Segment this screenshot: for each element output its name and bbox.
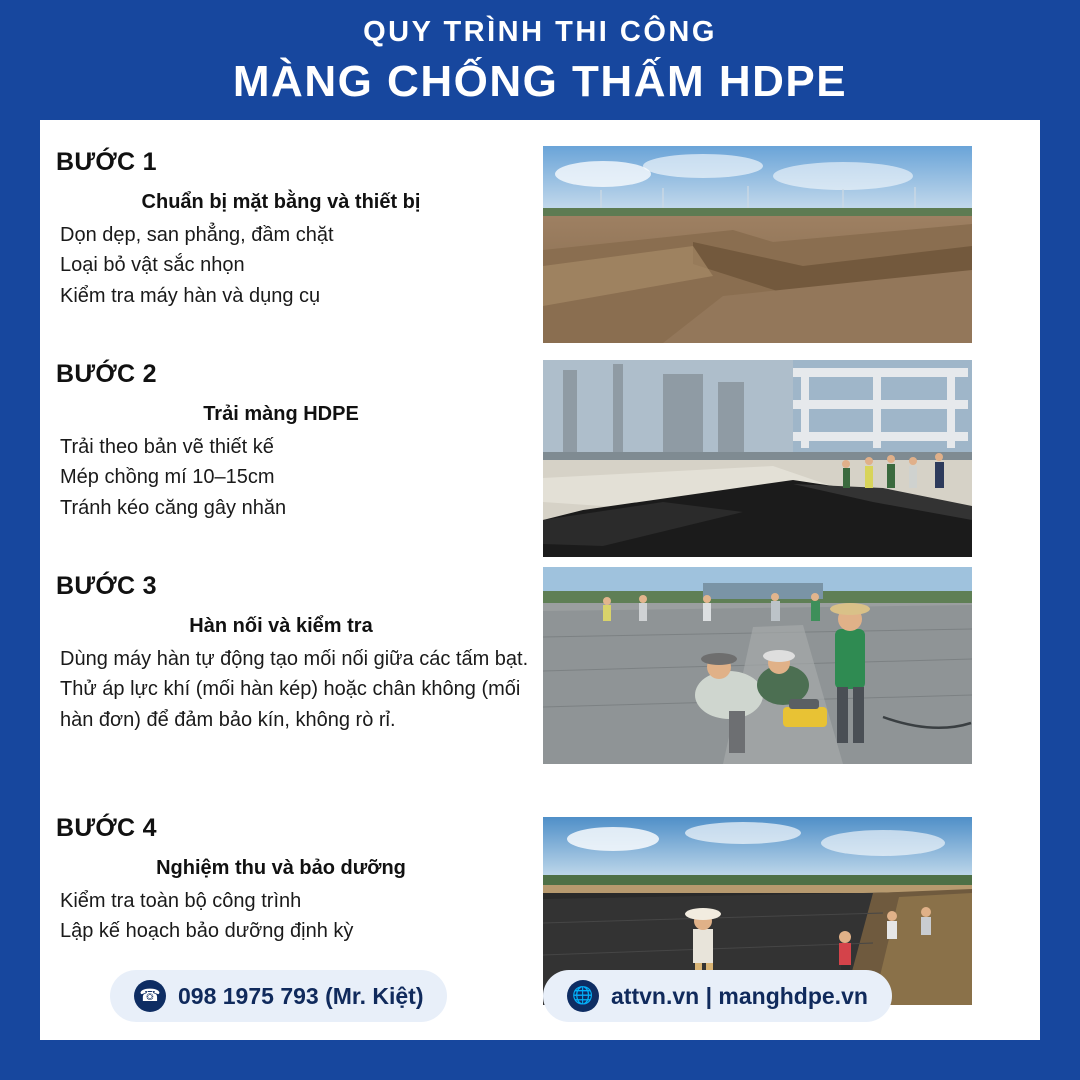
steps-column (40, 120, 545, 1000)
step-1-subtitle: Chuẩn bị mặt bằng và thiết bị (141, 191, 421, 213)
photos-column (543, 120, 1040, 1000)
step-2-photo (543, 360, 972, 557)
step-4-subtitle: Nghiệm thu và bảo dưỡng (156, 857, 406, 879)
step-4-line-2: Lập kế hoạch bảo dưỡng định kỳ (60, 920, 354, 943)
step-2-subtitle: Trải màng HDPE (203, 403, 359, 425)
step-2-lines (56, 432, 546, 523)
step-1-title: BƯỚC 1 (56, 148, 157, 176)
website-text: attvn.vn | manghdpe.vn (611, 982, 868, 1009)
header-line-2: MÀNG CHỐNG THẤM HDPE (232, 57, 848, 106)
step-1 (56, 148, 546, 311)
step-3-line-2: Thử áp lực khí (mối hàn kép) hoặc chân không (mối hàn đơn) để đảm bảo kín, không rò rỉ. (60, 678, 521, 731)
globe-icon: 🌐 (567, 980, 599, 1012)
content-card (40, 120, 1040, 1040)
step-1-photo (543, 146, 972, 343)
phone-pill[interactable] (110, 970, 447, 1022)
step-1-lines (56, 220, 546, 311)
phone-number: 098 1975 793 (Mr. Kiệt) (178, 982, 424, 1009)
step-1-line-2: Loại bỏ vật sắc nhọn (60, 254, 245, 277)
phone-icon: ☎ (134, 980, 166, 1012)
website-pill[interactable] (543, 970, 892, 1022)
step-3-line-1: Dùng máy hàn tự động tạo mối nối giữa các tấm bạt. (60, 648, 529, 670)
step-3-title: BƯỚC 3 (56, 572, 157, 600)
step-2-line-3: Tránh kéo căng gây nhăn (60, 496, 287, 519)
step-3 (56, 572, 546, 735)
step-1-line-3: Kiểm tra máy hàn và dụng cụ (60, 284, 321, 307)
poster-header (0, 0, 1080, 107)
step-1-line-1: Dọn dẹp, san phẳng, đầm chặt (60, 224, 334, 246)
step-2 (56, 360, 546, 523)
step-4 (56, 814, 546, 947)
header-line-1: QUY TRÌNH THI CÔNG (363, 16, 717, 48)
step-2-line-2: Mép chồng mí 10–15cm (60, 466, 275, 489)
step-3-lines (56, 644, 546, 735)
step-4-lines (56, 886, 546, 947)
step-4-line-1: Kiểm tra toàn bộ công trình (60, 890, 302, 912)
step-3-subtitle: Hàn nối và kiểm tra (189, 615, 373, 637)
step-4-title: BƯỚC 4 (56, 814, 157, 842)
step-3-photo (543, 567, 972, 764)
step-2-line-1: Trải theo bản vẽ thiết kế (60, 436, 274, 458)
footer (40, 944, 1040, 1040)
step-2-title: BƯỚC 2 (56, 360, 157, 388)
